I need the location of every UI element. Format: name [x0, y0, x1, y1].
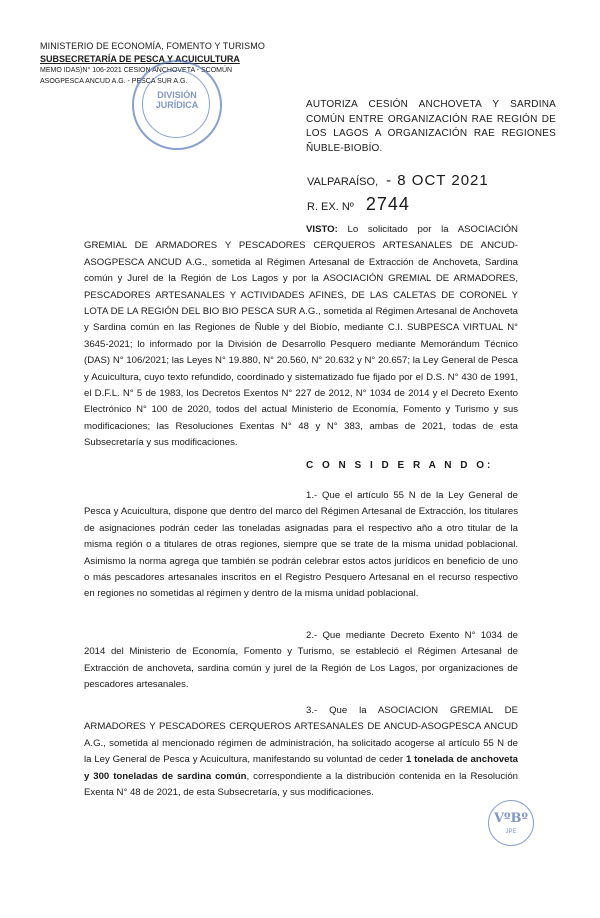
considerando-2-text: 2.- Que mediante Decreto Exento N° 1034 de 2014 del Ministerio de Economía, Fomento y Turismo, se estableció el Régimen Artesanal de Extracción de anchoveta, sardina común y jurel de la Región de Los Lagos, por organizaciones de pescadores artesanales. [84, 630, 518, 691]
organizations-reference: ASOGPESCA ANCUD A.G. - PESCA SUR A.G. [40, 78, 188, 85]
visto-lead: VISTO: [306, 224, 338, 235]
stamp-line-1: DIVISIÓN [157, 90, 197, 100]
stamp-text [134, 90, 220, 110]
considerando-2 [84, 628, 518, 694]
division-juridica-stamp [132, 60, 222, 150]
stamp-line-2: JURÍDICA [155, 100, 199, 110]
resolution-number-line [307, 194, 410, 215]
resolution-number: 2744 [365, 194, 410, 214]
resolution-label: R. EX. Nº [307, 201, 354, 213]
visto-bueno-stamp [488, 800, 534, 846]
resolution-title: AUTORIZA CESIÓN ANCHOVETA Y SARDINA COMÚN ENTRE ORGANIZACIÓN RAE REGIÓN DE LOS LAGOS A ORGANIZACIÓN RAE REGIONES ÑUBLE-BIOBÍO. [306, 99, 556, 154]
considerando-1-text: 1.- Que el artículo 55 N de la Ley General de Pesca y Acuicultura, dispone que dentro del marco del Régimen Artesanal de Extracción, los titulares de asignaciones podrán ceder las toneladas asignadas para el respectivo año a otro titular de la misma región o a titulares de otras regiones, siempre que se trate de la misma unidad poblacional. Asimismo la norma agrega que también se podrán celebrar estos actos jurídicos en beneficio de uno o más pescadores artesanales inscritos en el Registro Pesquero Artesanal en el recurso respectivo en regiones no sometidas al régimen y dentro de la misma unidad poblacional. [84, 490, 518, 600]
place-date [307, 172, 489, 189]
considerando-3-text-c: , correspondiente a la distribución contenida en la Resolución Exenta N° 48 de 2021, de esta Subsecretaría, y sus modificaciones. [84, 770, 518, 799]
considerando-3-text-a: 3.- Que la ASOCIACION GREMIAL DE ARMADORES Y PESCADORES CERQUEROS ARTESANALES DE ANCUD-ASOGPESCA ANCUD A.G., sometida al mencionado régimen de administración, ha solicitado acogerse al artículo 55 N de la Ley General de Pesca y Acuicultura, manifestando su voluntad de ceder [84, 705, 518, 766]
considerando-3 [84, 703, 518, 801]
vb-sub: JPE [505, 829, 517, 835]
visto-text: Lo solicitado por la ASOCIACIÓN GREMIAL DE ARMADORES Y PESCADORES CERQUEROS ARTESANALES DE ANCUD-ASOGPESCA ANCUD A.G., sometida al Régimen Artesanal de Extracción de Anchoveta, Sardina común y Jurel de la Región de Los Lagos y por la ASOCIACIÓN GREMIAL DE ARMADORES, PESCADORES ARTESANALES Y ACTIVIDADES AFINES, DE LAS CALETAS DE CORONEL Y LOTA DE LA REGIÓN DEL BIO BIO PESCA SUR A.G., sometida al Régimen Artesanal de Anchoveta y Sardina común en las Regiones de Ñuble y del Biobío, mediante C.I. SUBPESCA VIRTUAL N° 3645-2021; lo informado por la División de Desarrollo Pesquero mediante Memorándum Técnico (DAS) N° 106/2021; las Leyes N° 19.880, N° 20.560, N° 20.632 y N° 20.657; la Ley General de Pesca y Acuicultura, cuyo texto refundido, coordinado y sistematizado fue fijado por el D.S. N° 430 de 1991, el D.F.L. N° 5 de 1983, los Decretos Exentos N° 227 de 2012, N° 1034 de 2014 y el Decreto Exento Electrónico N° 100 de 2020, todos del actual Ministerio de Economía, Fomento y Turismo y sus modificaciones; las Resoluciones Exentas N° 48 y N° 383, ambas de 2021, todas de esta Subsecretaría y sus modificaciones. [84, 224, 518, 449]
subsecretaria-name: SUBSECRETARÍA DE PESCA Y ACUICULTURA [40, 53, 240, 64]
date: - 8 OCT 2021 [386, 172, 489, 189]
considerando-1 [84, 488, 518, 603]
memo-reference: MEMO IDAS)N° 106-2021 CESION ANCHOVETA - SCOMÚN [40, 67, 233, 74]
visto-paragraph [84, 222, 518, 452]
considerando-3-bold: 1 tonelada de anchoveta y 300 toneladas de sardina común [84, 754, 519, 782]
ministry-name: MINISTERIO DE ECONOMÍA, FOMENTO Y TURISMO [40, 41, 265, 51]
vb-mark: VºBº [493, 811, 529, 826]
city: VALPARAÍSO, [307, 176, 379, 188]
considerando-heading: C O N S I D E R A N D O: [306, 460, 494, 471]
